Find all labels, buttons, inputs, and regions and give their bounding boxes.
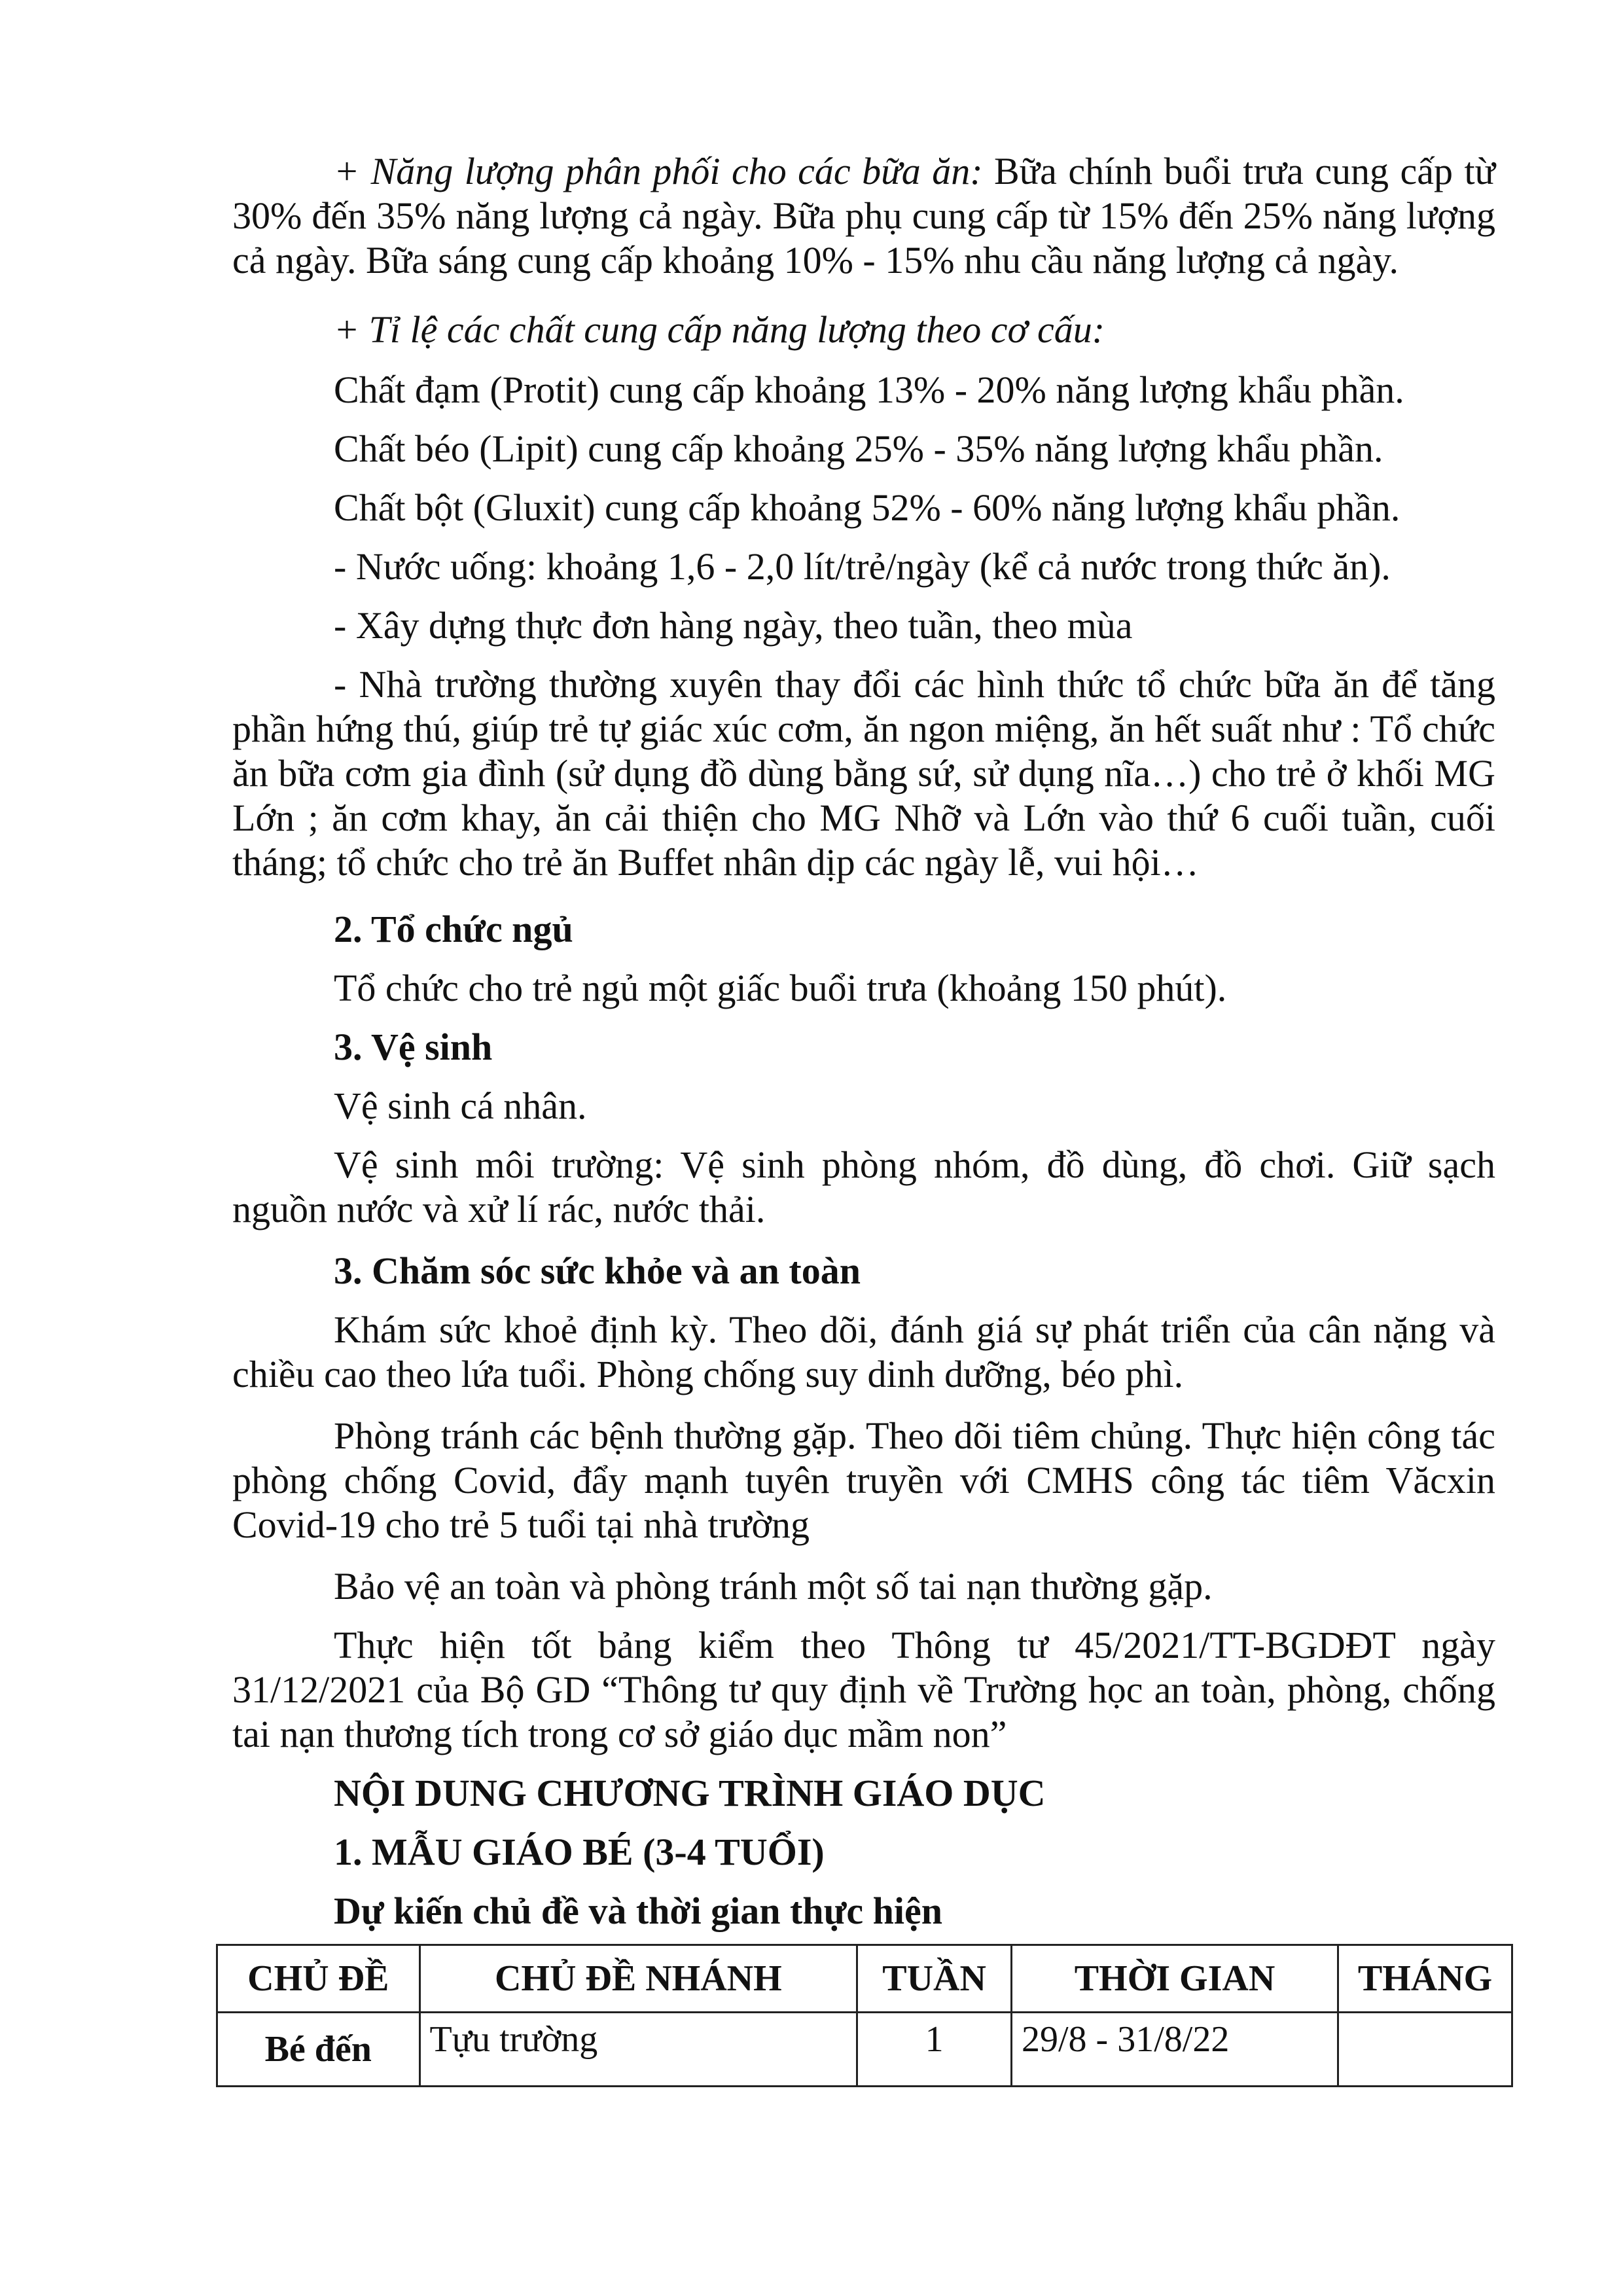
lipid-line: Chất béo (Lipit) cung cấp khoảng 25% - 35% năng lượng khẩu phần. [334,427,1383,470]
program-heading: NỘI DUNG CHƯƠNG TRÌNH GIÁO DỤC [334,1772,1046,1814]
sleep-heading: 2. Tổ chức ngủ [334,908,573,950]
energy-distribution-text: Bữa chính buổi trưa cung cấp từ 30% đến 35% năng lượng cả ngày. Bữa phụ cung cấp từ 15% đến 25% năng lượng cả ngày. Bữa sáng cung cấp khoảng 10% - 15% nhu cầu năng lượng cả ngày. [232,150,1495,281]
water-line: - Nước uống: khoảng 1,6 - 2,0 lít/trẻ/ngày (kể cả nước trong thức ăn). [334,545,1391,588]
header-week: TUẦN [857,1945,1012,2013]
health-heading: 3. Chăm sóc sức khỏe và an toàn [334,1249,861,1292]
energy-distribution-label: + Năng lượng phân phối cho các bữa ăn: [334,150,983,192]
cell-theme: Bé đến [217,2013,420,2087]
safety-line: Bảo vệ an toàn và phòng tránh một số tai nạn thường gặp. [334,1565,1213,1607]
cell-month [1338,2013,1512,2087]
plan-heading: Dự kiến chủ đề và thời gian thực hiện [334,1890,942,1932]
header-month: THÁNG [1338,1945,1512,2013]
nutrient-ratio-label: + Tỉ lệ các chất cung cấp năng lượng theo cơ cấu: [334,308,1105,351]
cell-sub-theme: Tựu trường [419,2013,857,2087]
sleep-text: Tổ chức cho trẻ ngủ một giấc buổi trưa (khoảng 150 phút). [334,967,1227,1009]
protein-line: Chất đạm (Protit) cung cấp khoảng 13% - 20% năng lượng khẩu phần. [334,368,1404,411]
glucid-line: Chất bột (Gluxit) cung cấp khoảng 52% - 60% năng lượng khẩu phần. [334,486,1400,529]
disease-prevention-paragraph: Phòng tránh các bệnh thường gặp. Theo dõi tiêm chủng. Thực hiện công tác phòng chống Covid, đẩy mạnh tuyên truyền với CMHS công tác tiêm Văcxin Covid-19 cho trẻ 5 tuổi tại nhà trường [232,1414,1495,1546]
health-checkup-paragraph: Khám sức khoẻ định kỳ. Theo dõi, đánh giá sự phát triển của cân nặng và chiều cao theo lứa tuổi. Phòng chống suy dinh dưỡng, béo phì. [232,1308,1495,1395]
menu-line: - Xây dựng thực đơn hàng ngày, theo tuần, theo mùa [334,604,1133,647]
energy-distribution-paragraph [232,149,1495,283]
table-row [217,2013,1512,2087]
header-theme: CHỦ ĐỀ [217,1945,420,2013]
checklist-paragraph: Thực hiện tốt bảng kiểm theo Thông tư 45/2021/TT-BGDĐT ngày 31/12/2021 của Bộ GD “Thông tư quy định về Trường học an toàn, phòng, chống tai nạn thương tích trong cơ sở giáo dục mầm non” [232,1624,1495,1755]
theme-schedule-table [216,1944,1513,2087]
age-group-heading: 1. MẪU GIÁO BÉ (3-4 TUỔI) [334,1831,825,1873]
hygiene-heading: 3. Vệ sinh [334,1026,493,1068]
table-header-row [217,1945,1512,2013]
meal-organization-paragraph: - Nhà trường thường xuyên thay đổi các hình thức tổ chức bữa ăn để tăng phần hứng thú, giúp trẻ tự giác xúc cơm, ăn ngon miệng, ăn hết suất như : Tổ chức ăn bữa cơm gia đình (sử dụng đồ dùng bằng sứ, sử dụng nĩa…) cho trẻ ở khối MG Lớn ; ăn cơm khay, ăn cải thiện cho MG Nhỡ và Lớn vào thứ 6 cuối tuần, cuối tháng; tổ chức cho trẻ ăn Buffet nhân dịp các ngày lễ, vui hội… [232,663,1495,884]
environment-hygiene-paragraph: Vệ sinh môi trường: Vệ sinh phòng nhóm, đồ dùng, đồ chơi. Giữ sạch nguồn nước và xử lí rác, nước thải. [232,1143,1495,1230]
header-time: THỜI GIAN [1012,1945,1338,2013]
cell-time: 29/8 - 31/8/22 [1012,2013,1338,2087]
cell-week: 1 [857,2013,1012,2087]
header-sub-theme: CHỦ ĐỀ NHÁNH [419,1945,857,2013]
personal-hygiene-text: Vệ sinh cá nhân. [334,1085,587,1127]
